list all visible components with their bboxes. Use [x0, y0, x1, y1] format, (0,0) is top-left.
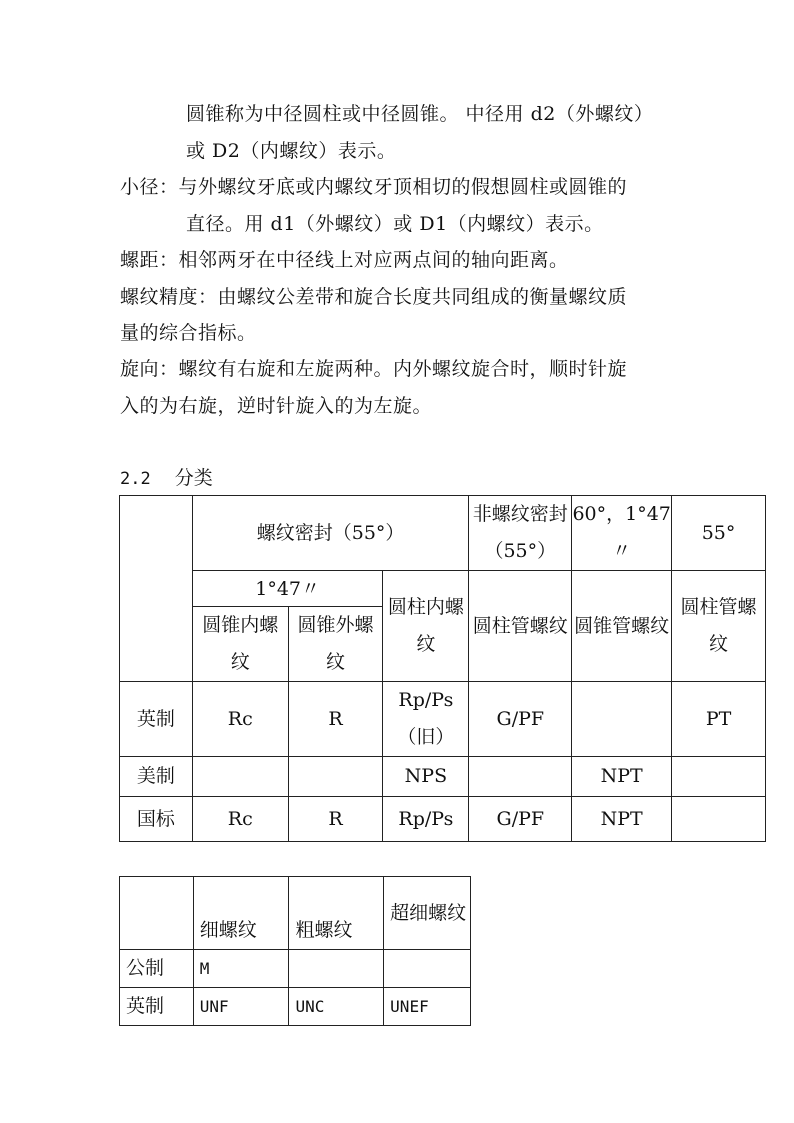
paragraph-line: 或 D2（内螺纹）表示。: [186, 140, 397, 162]
table-cell: R: [288, 682, 383, 757]
table-row: [120, 757, 766, 797]
paragraph-line: 直径。用 d1（外螺纹）或 D1（内螺纹）表示。: [186, 213, 604, 235]
table-cell: [672, 797, 766, 842]
paragraph-line: 螺距：相邻两牙在中径线上对应两点间的轴向距离。: [120, 249, 569, 271]
table-row: [120, 797, 766, 842]
header-extra-fine: 超细螺纹: [384, 877, 471, 950]
table-row: [120, 682, 766, 757]
section-heading: [120, 466, 213, 491]
corner-cell: [120, 496, 193, 682]
thread-pitch-table: [119, 876, 471, 1026]
table-cell: [572, 682, 672, 757]
paragraph-line: 小径：与外螺纹牙底或内螺纹牙顶相切的假想圆柱或圆锥的: [120, 176, 628, 198]
table-cell: Rc: [192, 797, 288, 842]
paragraph-line: 圆锥称为中径圆柱或中径圆锥。 中径用 d2（外螺纹）: [186, 103, 654, 125]
row-label: 美制: [120, 757, 193, 797]
section-number: 2.2: [120, 469, 151, 489]
section-title: 分类: [174, 467, 213, 489]
table-cell: Rp/Ps: [383, 797, 469, 842]
header-cone-internal: 圆锥内螺纹: [192, 607, 288, 682]
table-cell: G/PF: [469, 797, 572, 842]
table-cell: M: [193, 950, 289, 988]
table-cell: [469, 757, 572, 797]
table-cell: [384, 950, 471, 988]
paragraph-line: 旋向：螺纹有右旋和左旋两种。内外螺纹旋合时，顺时针旋: [120, 358, 628, 380]
header-coarse: 粗螺纹: [289, 877, 384, 950]
table-cell: Rc: [192, 682, 288, 757]
table-cell: [192, 757, 288, 797]
header-55deg: 55°: [672, 496, 766, 571]
header-sealed: 螺纹密封（55°）: [192, 496, 469, 571]
header-fine: 细螺纹: [193, 877, 289, 950]
row-label: 英制: [120, 988, 194, 1026]
corner-cell: [120, 877, 194, 950]
header-angle: 1°47〃: [192, 571, 383, 607]
table-cell: R: [288, 797, 383, 842]
table-cell: UNEF: [384, 988, 471, 1026]
header-cyl-pipe-2: 圆柱管螺纹: [672, 571, 766, 682]
header-60deg: 60°，1°47〃: [572, 496, 672, 571]
table-cell: [288, 757, 383, 797]
header-cyl-pipe: 圆柱管螺纹: [469, 571, 572, 682]
paragraph-line: 入的为右旋，逆时针旋入的为左旋。: [120, 395, 433, 417]
row-label: 国标: [120, 797, 193, 842]
table-cell: [672, 757, 766, 797]
table-row: [120, 950, 471, 988]
header-cyl-internal: 圆柱内螺纹: [383, 571, 469, 682]
header-non-sealed: 非螺纹密封（55°）: [469, 496, 572, 571]
table-cell: G/PF: [469, 682, 572, 757]
table-row: [120, 988, 471, 1026]
row-label: 英制: [120, 682, 193, 757]
table-cell: UNC: [289, 988, 384, 1026]
header-cone-pipe: 圆锥管螺纹: [572, 571, 672, 682]
row-label: 公制: [120, 950, 194, 988]
table-cell: NPT: [572, 757, 672, 797]
table-cell: PT: [672, 682, 766, 757]
table-cell: NPT: [572, 797, 672, 842]
header-cone-external: 圆锥外螺纹: [288, 607, 383, 682]
thread-classification-table: [119, 495, 766, 842]
table-cell: NPS: [383, 757, 469, 797]
paragraph-line: 螺纹精度：由螺纹公差带和旋合长度共同组成的衡量螺纹质: [120, 286, 628, 308]
table-cell: Rp/Ps（旧）: [383, 682, 469, 757]
table-cell: [289, 950, 384, 988]
paragraph-line: 量的综合指标。: [120, 322, 257, 344]
table-cell: UNF: [193, 988, 289, 1026]
